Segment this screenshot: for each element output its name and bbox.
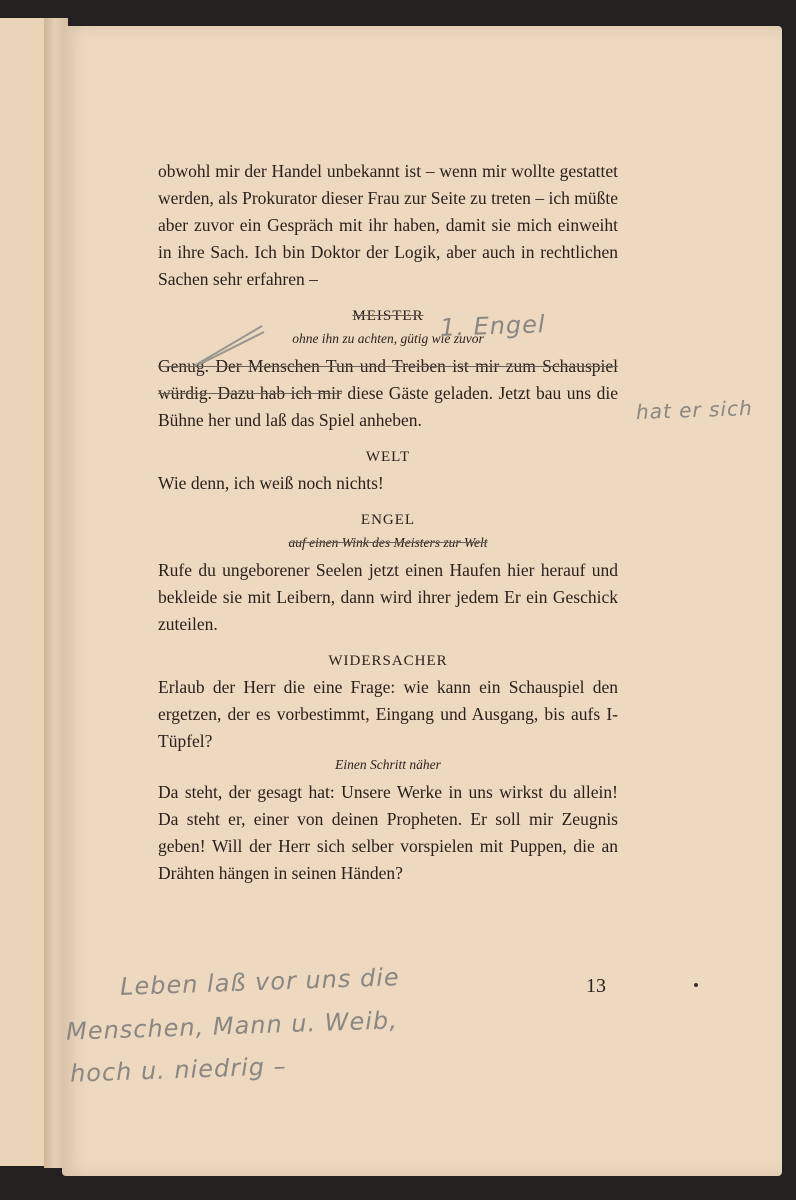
speech: Erlaub der Herr die eine Frage: wie kann ein Schauspiel den ergetzen, der es vorbestimmt, Eingang und Ausgang, bis aufs I-Tüpfel?: [158, 677, 618, 751]
struck-text: Genug. Der Menschen Tun und Treiben ist mir zum Schauspiel würdig. Dazu hab ich mir: [158, 356, 618, 403]
handwritten-note-line: hoch u. niedrig –: [69, 1052, 288, 1088]
pencil-mark: [190, 320, 270, 370]
speaker-label: WIDERSACHER: [328, 653, 448, 669]
speaker-label: WELT: [365, 449, 411, 465]
stage-direction: auf einen Wink des Meisters zur Welt: [288, 535, 488, 550]
handwritten-note-line: Menschen, Mann u. Weib,: [65, 1006, 399, 1046]
handwritten-correction: 1. Engel: [439, 310, 547, 342]
paragraph: obwohl mir der Handel unbekannt ist – wenn mir wollte gestattet werden, als Prokurator dieser Frau zur Seite zu treten – ich müßte aber zuvor ein Gespräch mit ihr haben, damit sie mich einweiht in ihre Sach. Ich bin Doktor der Logik, aber auch in rechtlichen Sachen sehr erfahren –: [158, 161, 618, 289]
speech-text: diese Gäste geladen. Jetzt bau uns die Bühne her und laß das Spiel anheben.: [158, 383, 618, 430]
handwritten-note-line: Leben laß vor uns die: [119, 963, 401, 1001]
stage-direction: ohne ihn zu achten, gütig wie zuvor: [292, 331, 484, 346]
stage-direction: Einen Schritt näher: [335, 757, 441, 772]
page-text: [158, 158, 618, 887]
handwritten-margin-note: hat er sich: [635, 395, 754, 425]
speech: Rufe du ungeborener Seelen jetzt einen Haufen hier herauf und bekleide sie mit Leibern, dann wird ihrer jedem Er ein Geschick zuteilen.: [158, 560, 618, 634]
speaker-name: MEISTER: [352, 308, 424, 324]
speaker-label: ENGEL: [360, 512, 416, 528]
speech: Wie denn, ich weiß noch nichts!: [158, 473, 384, 493]
ink-dot: [694, 983, 698, 987]
speech: Da steht, der gesagt hat: Unsere Werke in uns wirkst du allein! Da steht er, einer von deinen Propheten. Er soll mir Zeugnis geben! Will der Herr sich selber vorspielen mit Puppen, die an Drähten hängen in seinen Händen?: [158, 782, 618, 883]
page-number: 13: [586, 975, 606, 997]
